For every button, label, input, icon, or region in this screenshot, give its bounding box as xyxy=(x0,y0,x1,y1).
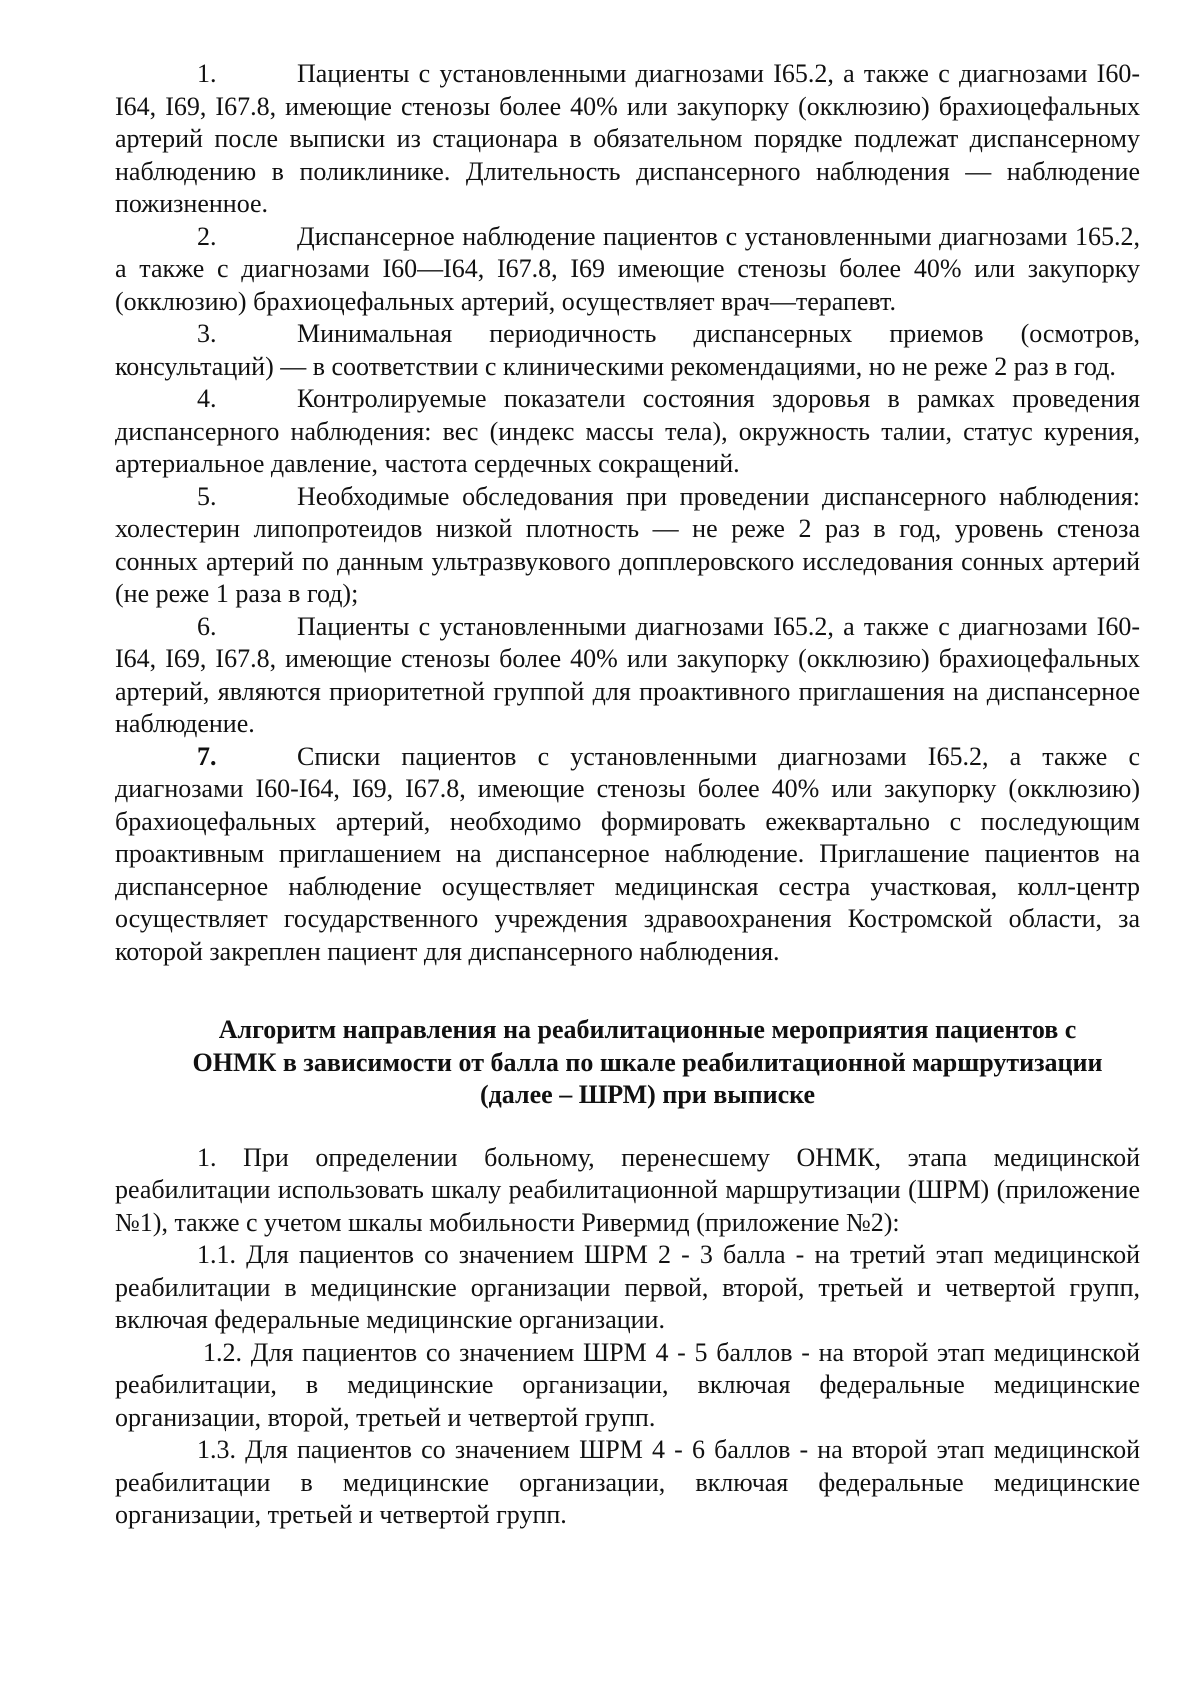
item-text: Контролируемые показатели состояния здоровья в рамках проведения диспансерного наблюдения: вес (индекс массы тела), окружность талии, статус курения, артериальное давление, частота сердечных сокращений. xyxy=(115,384,1140,478)
item-text: Списки пациентов с установленными диагнозами I65.2, а также с диагнозами I60-I64, I69, I67.8, имеющие стенозы более 40% или закупорку (окклюзию) брахиоцефальных артерий, необходимо формировать ежеквартально с последующим проактивным приглашением на диспансерное наблюдение. Приглашение пациентов на диспансерное наблюдение осуществляет медицинская сестра участковая, колл-центр осуществляет государственного учреждения здравоохранения Костромской области, за которой закреплен пациент для диспансерного наблюдения. xyxy=(115,741,1140,966)
numbered-item-6 xyxy=(115,611,1140,741)
item-number: 4. xyxy=(197,384,217,413)
numbered-item-3 xyxy=(115,318,1140,383)
item-number: 2. xyxy=(197,221,217,251)
item-text: Пациенты с установленными диагнозами I65.2, а также с диагнозами I60-I64, I69, I67.8, имеющие стенозы более 40% или закупорку (окклюзию) брахиоцефальных артерий после выписки из стационара в обязательном порядке подлежат диспансерному наблюдению в поликлинике. Длительность диспансерного наблюдения — наблюдение пожизненное. xyxy=(115,59,1140,218)
item-text: Пациенты с установленными диагнозами I65.2, а также с диагнозами I60-I64, I69, I67.8, имеющие стенозы более 40% или закупорку (окклюзию) брахиоцефальных артерий, являются приоритетной группой для проактивного приглашения на диспансерное наблюдение. xyxy=(115,611,1140,738)
sub-item-1-3: 1.3. Для пациентов со значением ШРМ 4 - 6 баллов - на второй этап медицинской реабилитации в медицинские организации, включая федеральные медицинские организации, третьей и четвертой групп. xyxy=(115,1435,1140,1529)
numbered-item-1 xyxy=(115,58,1140,221)
item-text: Необходимые обследования при проведении диспансерного наблюдения: холестерин липопротеидов низкой плотность — не реже 2 раз в год, уровень стеноза сонных артерий по данным ультразвукового допплеровского исследования сонных артерий (не реже 1 раза в год); xyxy=(115,481,1140,608)
sub-item-1-2: 1.2. Для пациентов со значением ШРМ 4 - 5 баллов - на второй этап медицинской реабилитации, в медицинские организации, включая федеральные медицинские организации, второй, третьей и четвертой групп. xyxy=(115,1337,1140,1432)
heading-line: ОНМК в зависимости от балла по шкале реабилитационной маршрутизации xyxy=(192,1047,1103,1077)
sub-item-1-1: 1.1. Для пациентов со значением ШРМ 2 - 3 балла - на третий этап медицинской реабилитации в медицинские организации первой, второй, третьей и четвертой групп, включая федеральные медицинские организации. xyxy=(115,1240,1140,1334)
item-text: Диспансерное наблюдение пациентов с установленными диагнозами 165.2, а также с диагнозами I60—I64, I67.8, I69 имеющие стенозы более 40% или закупорку (окклюзию) брахиоцефальных артерий, осуществляет врач—терапевт. xyxy=(115,221,1140,316)
heading-line: Алгоритм направления на реабилитационные мероприятия пациентов с xyxy=(218,1015,1077,1044)
item-number: 6. xyxy=(197,611,217,641)
section-heading xyxy=(115,1014,1140,1112)
numbered-item-5 xyxy=(115,481,1140,611)
spacer xyxy=(115,1112,1140,1142)
section-intro: 1. При определении больному, перенесшему ОНМК, этапа медицинской реабилитации использовать шкалу реабилитационной маршрутизации (ШРМ) (приложение №1), также с учетом шкалы мобильности Ривермид (приложение №2): xyxy=(115,1142,1140,1237)
item-number: 7. xyxy=(197,741,217,771)
item-text: Минимальная периодичность диспансерных приемов (осмотров, консультаций) — в соответствии с клиническими рекомендациями, но не реже 2 раз в год. xyxy=(115,319,1140,381)
item-number: 3. xyxy=(197,319,217,348)
numbered-item-4 xyxy=(115,383,1140,481)
item-number: 5. xyxy=(197,481,217,511)
item-number: 1. xyxy=(197,59,217,88)
heading-line: (далее – ШРМ) при выписке xyxy=(480,1080,815,1109)
numbered-item-7 xyxy=(115,741,1140,969)
numbered-item-2 xyxy=(115,221,1140,319)
